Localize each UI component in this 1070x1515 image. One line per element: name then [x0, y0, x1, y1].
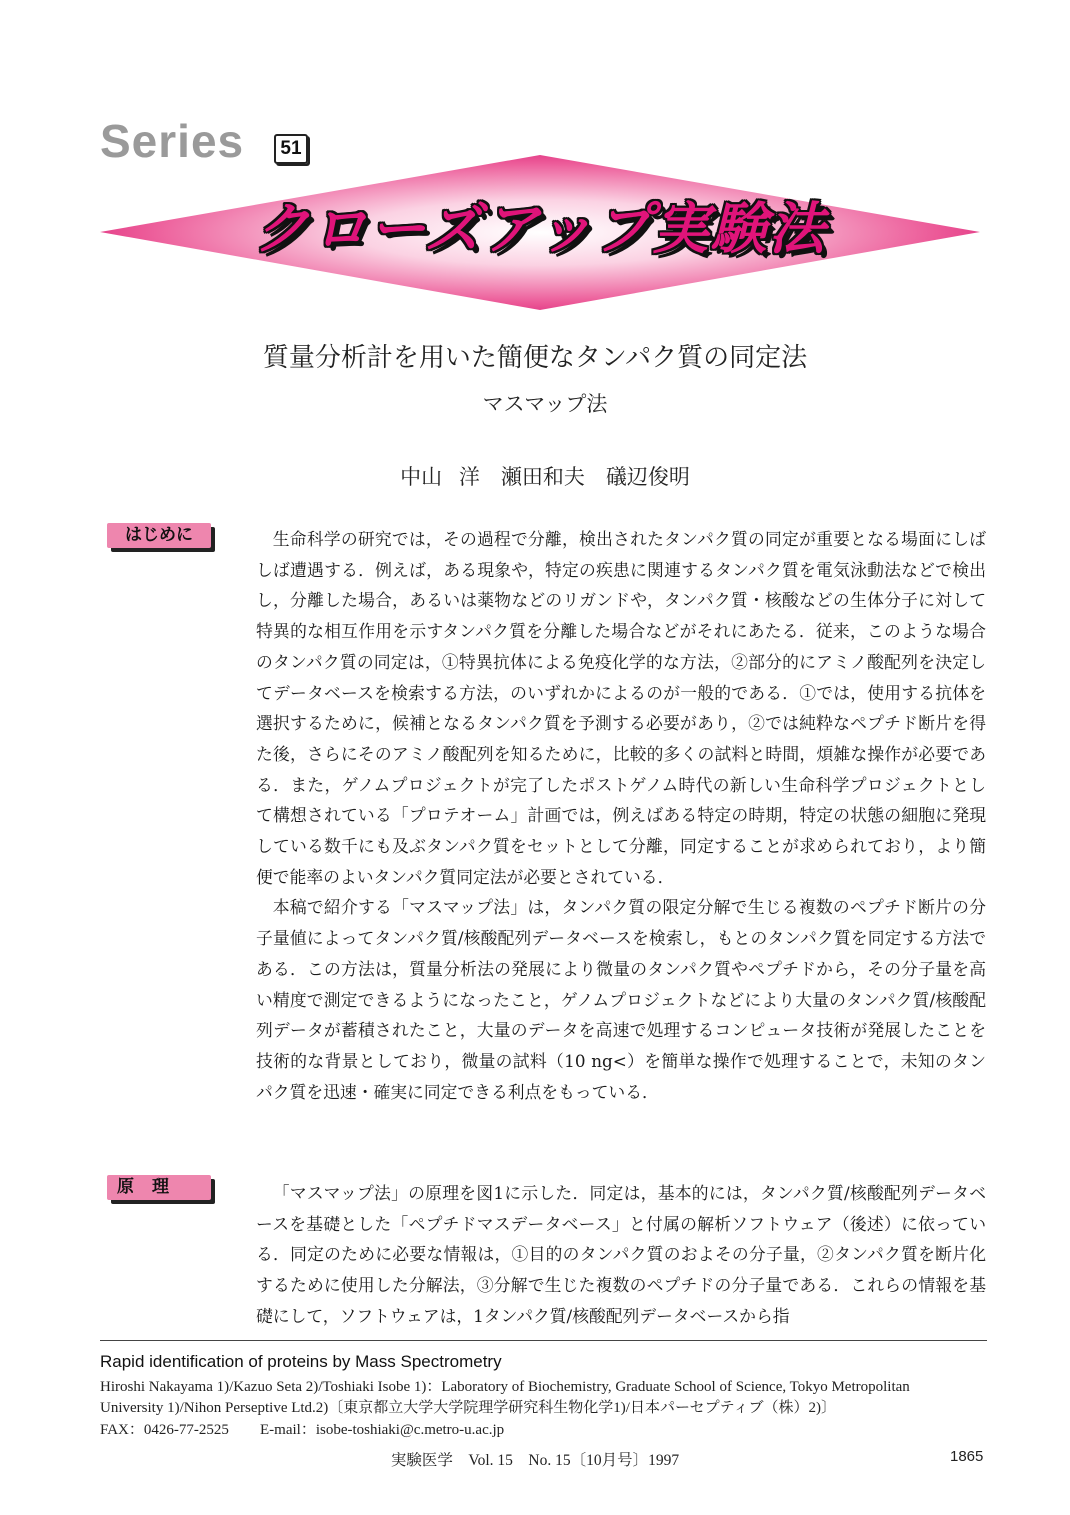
page-number: 1865: [950, 1448, 984, 1465]
article-authors: 中山 洋 瀬田和夫 礒辺俊明: [400, 465, 690, 489]
banner-title: クローズアップ実験法: [253, 197, 827, 262]
principle-body: [256, 1178, 986, 1332]
intro-paragraph-1: 生命科学の研究では，その過程で分離，検出されたタンパク質の同定が重要となる場面にしばしば遭遇する．例えば，ある現象や，特定の疾患に関連するタンパク質を電気泳動法などで検出し，分離した場合，あるいは薬物などのリガンドや，タンパク質・核酸などの生体分子に対して特異的な相互作用を示すタンパク質を分離した場合などがそれにあたる．従来，このような場合のタンパク質の同定は，①特異抗体による免疫化学的な方法，②部分的にアミノ酸配列を決定してデータベースを検索する方法，のいずれかによるのが一般的である．①では，使用する抗体を選択するために，候補となるタンパク質を予測する必要があり，②では純粋なペプチド断片を得た後，さらにそのアミノ酸配列を知るために，比較的多くの試料と時間，煩雑な操作が必要である．また，ゲノムプロジェクトが完了したポストゲノム時代の新しい生命科学プロジェクトとして構想されている「プロテオーム」計画では，例えばある特定の時期，特定の状態の細胞に発現している数千にも及ぶタンパク質をセットとして分離，同定することが求められており，より簡便で能率のよいタンパク質同定法が必要とされている．: [256, 529, 986, 887]
footer-contact: [100, 1418, 990, 1439]
article-subtitle: マスマップ法: [482, 392, 608, 416]
footer-english-title: Rapid identification of proteins by Mass Spectrometry: [100, 1352, 502, 1371]
series-label: Series: [100, 115, 245, 167]
article-title: 質量分析計を用いた簡便なタンパク質の同定法: [262, 343, 808, 373]
footer-divider: [100, 1340, 987, 1341]
footer-fax: FAX：0426-77-2525: [100, 1422, 229, 1438]
footer-affiliation-line2: University 1)/Nihon Perseptive Ltd.2)〔東京都立大学大学院理学研究科生物化学1)/日本パーセプティブ（株）2)〕: [100, 1400, 836, 1416]
intro-body: [256, 524, 986, 1107]
series-number-badge: 51: [274, 134, 308, 164]
principle-paragraph-1: 「マスマップ法」の原理を図1に示した．同定は，基本的には，タンパク質/核酸配列データベースを基礎とした「ペプチドマスデータベース」と付属の解析ソフトウェア（後述）に依っている．同定のために必要な情報は，①目的のタンパク質のおよその分子量，②タンパク質を断片化するために使用した分解法，③分解で生じた複数のペプチドの分子量である．これらの情報を基礎にして，ソフトウェアは，1タンパク質/核酸配列データベースから指: [256, 1183, 986, 1326]
footer-email: E-mail：isobe-toshiaki@c.metro-u.ac.jp: [260, 1422, 505, 1438]
intro-paragraph-2: 本稿で紹介する「マスマップ法」は，タンパク質の限定分解で生じる複数のペプチド断片の分子量値によってタンパク質/核酸配列データベースを検索し，もとのタンパク質を同定する方法である．この方法は，質量分析法の発展により微量のタンパク質やペプチドから，その分子量を高い精度で測定できるようになったこと，ゲノムプロジェクトなどにより大量のタンパク質/核酸配列データが蓄積されたこと，大量のデータを高速で処理するコンピュータ技術が発展したことを技術的な背景としており，微量の試料（10 ng<）を簡単な操作で処理することで，未知のタンパク質を迅速・確実に同定できる利点をもっている．: [256, 897, 986, 1102]
footer-affiliation-line1: Hiroshi Nakayama 1)/Kazuo Seta 2)/Toshiaki Isobe 1)：Laboratory of Biochemistry, Graduate School of Science, Tokyo Metropolitan: [100, 1379, 910, 1395]
journal-citation: 実験医学 Vol. 15 No. 15〔10月号〕1997: [390, 1452, 680, 1469]
section-label-principle: 原理: [107, 1175, 211, 1200]
section-label-intro: はじめに: [107, 523, 211, 548]
